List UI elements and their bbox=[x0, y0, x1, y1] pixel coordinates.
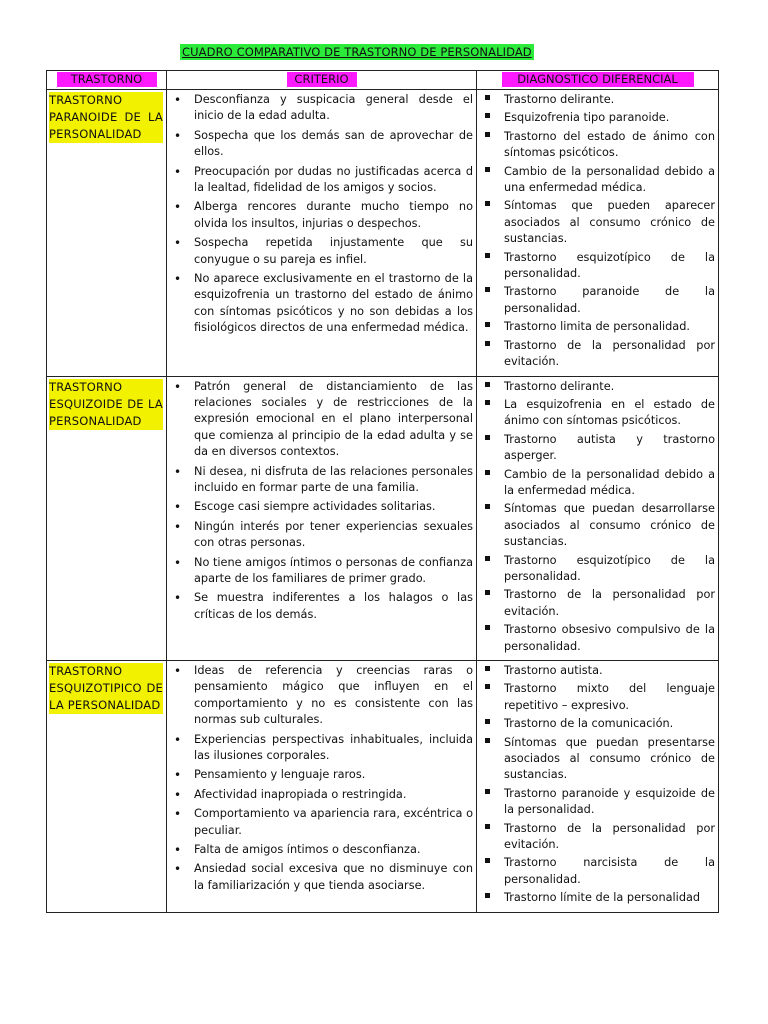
list-item bbox=[480, 284, 715, 317]
criterion-text: Ningún interés por tener experiencias sexuales con otras personas. bbox=[194, 519, 473, 550]
criterion-text: Comportamiento va apariencia rara, excéntrica o peculiar. bbox=[194, 807, 473, 837]
list-item bbox=[480, 681, 715, 714]
criterion-text: Escoge casi siempre actividades solitarias. bbox=[194, 500, 436, 514]
diagnosis-text: Síntomas que puedan desarrollarse asociados al consumo crónico de sustancias. bbox=[504, 502, 715, 549]
criterion-text: Desconfianza y suspicacia general desde el inicio de la edad adulta. bbox=[194, 93, 473, 123]
bullet-dot-icon: • bbox=[174, 862, 182, 877]
bullet-square-icon bbox=[485, 400, 490, 405]
diagnosis-text: Trastorno delirante. bbox=[504, 93, 615, 106]
diagnosis-list bbox=[480, 379, 715, 656]
diagnosis-text: Trastorno de la comunicación. bbox=[504, 717, 674, 731]
diagnosis-text: Síntomas que pueden aparecer asociados al consumo crónico de sustancias. bbox=[504, 199, 715, 246]
criteria-cell bbox=[167, 661, 477, 913]
criterion-text: Se muestra indiferentes a los halagos o las críticas de los demás. bbox=[194, 591, 473, 621]
bullet-square-icon bbox=[485, 504, 490, 509]
criterion-text: Afectividad inapropiada o restringida. bbox=[194, 787, 407, 801]
list-item bbox=[170, 379, 473, 461]
bullet-dot-icon: • bbox=[174, 555, 182, 570]
list-item bbox=[170, 806, 473, 839]
diagnosis-text: Cambio de la personalidad debido a una enfermedad médica. bbox=[504, 164, 715, 195]
criteria-list bbox=[170, 379, 473, 624]
bullet-square-icon bbox=[485, 789, 490, 794]
bullet-dot-icon: • bbox=[174, 379, 182, 394]
bullet-dot-icon: • bbox=[174, 591, 182, 606]
diagnosis-text: Trastorno esquizotípico de la personalidad. bbox=[504, 553, 715, 583]
list-item bbox=[480, 198, 715, 247]
list-item bbox=[170, 555, 473, 588]
criterion-text: Ideas de referencia y creencias raras o pensamiento mágico que influyen en el comportamiento y no es consistente con las normas sub culturales. bbox=[194, 664, 473, 727]
comparison-table bbox=[46, 70, 719, 913]
table-row bbox=[47, 376, 719, 661]
bullet-square-icon bbox=[485, 95, 490, 100]
disorder-name: TRASTORNO PARANOIDE DE LA PERSONALIDAD bbox=[49, 93, 163, 141]
bullet-dot-icon: • bbox=[174, 236, 182, 251]
diagnosis-text: Trastorno límite de la personalidad bbox=[504, 891, 701, 905]
bullet-dot-icon: • bbox=[174, 272, 182, 287]
bullet-square-icon bbox=[485, 684, 490, 689]
criterion-text: Alberga rencores durante mucho tiempo no olvida los insultos, injurias o despechos. bbox=[194, 200, 473, 230]
table-row bbox=[47, 661, 719, 913]
diagnosis-cell bbox=[477, 661, 719, 913]
diagnosis-text: Trastorno narcisista de la personalidad. bbox=[504, 856, 715, 886]
list-item bbox=[480, 250, 715, 283]
bullet-dot-icon: • bbox=[174, 200, 182, 215]
list-item bbox=[480, 735, 715, 784]
criteria-list bbox=[170, 92, 473, 337]
list-item bbox=[480, 622, 715, 655]
bullet-dot-icon: • bbox=[174, 807, 182, 822]
list-item bbox=[170, 164, 473, 197]
list-item bbox=[170, 519, 473, 552]
bullet-square-icon bbox=[485, 470, 490, 475]
criterion-text: Patrón general de distanciamiento de las relaciones sociales y de restricciones de la expresión emocional en el plano interpersonal que comienza al principio de la edad adulta y se da en diversos contextos. bbox=[194, 379, 473, 459]
header-trastorno: TRASTORNO bbox=[47, 71, 167, 90]
criterion-text: No tiene amigos íntimos o personas de confianza aparte de los familiares de primer grado. bbox=[194, 555, 473, 585]
bullet-square-icon bbox=[485, 322, 490, 327]
bullet-dot-icon: • bbox=[174, 93, 182, 107]
document-title: CUADRO COMPARATIVO DE TRASTORNO DE PERSONALIDAD bbox=[182, 45, 532, 59]
bullet-square-icon bbox=[485, 382, 490, 387]
bullet-square-icon bbox=[485, 893, 490, 898]
list-item bbox=[480, 553, 715, 586]
table-row bbox=[47, 90, 719, 377]
bullet-square-icon bbox=[485, 435, 490, 440]
list-item bbox=[170, 499, 473, 515]
list-item bbox=[480, 319, 715, 335]
list-item bbox=[170, 732, 473, 765]
list-item bbox=[170, 199, 473, 232]
criterion-text: Pensamiento y lenguaje raros. bbox=[194, 768, 366, 782]
header-row bbox=[47, 71, 719, 90]
criterion-text: Ansiedad social excesiva que no disminuye con la familiarización y que tienda asociarse. bbox=[194, 862, 473, 892]
bullet-square-icon bbox=[485, 132, 490, 137]
diagnosis-text: Trastorno limita de personalidad. bbox=[504, 320, 690, 334]
bullet-square-icon bbox=[485, 253, 490, 258]
diagnosis-text: Trastorno del estado de ánimo con síntomas psicóticos. bbox=[504, 129, 715, 160]
bullet-square-icon bbox=[485, 341, 490, 346]
bullet-dot-icon: • bbox=[174, 164, 182, 179]
criteria-cell bbox=[167, 90, 477, 377]
criterion-text: Preocupación por dudas no justificadas acerca d la lealtad, fidelidad de los amigos y socios. bbox=[194, 164, 473, 195]
bullet-dot-icon: • bbox=[174, 787, 182, 802]
diagnosis-text: Síntomas que puedan presentarse asociados al consumo crónico de sustancias. bbox=[504, 735, 715, 782]
diagnosis-text: Trastorno mixto del lenguaje repetitivo – expresivo. bbox=[504, 682, 715, 712]
list-item bbox=[480, 92, 715, 108]
list-item bbox=[480, 821, 715, 854]
list-item bbox=[480, 716, 715, 732]
list-item bbox=[170, 842, 473, 858]
diagnosis-text: La esquizofrenia en el estado de ánimo con síntomas psicóticos. bbox=[504, 397, 715, 428]
disorder-name-cell bbox=[47, 661, 167, 913]
header-diagnostico: DIAGNOSTICO DIFERENCIAL bbox=[477, 71, 719, 90]
bullet-square-icon bbox=[485, 287, 490, 292]
list-item bbox=[480, 379, 715, 395]
criterion-text: Ni desea, ni disfruta de las relaciones personales incluido en formar parte de una familia. bbox=[194, 464, 473, 494]
list-item bbox=[480, 110, 715, 126]
list-item bbox=[170, 128, 473, 161]
list-item bbox=[170, 590, 473, 623]
list-item bbox=[170, 271, 473, 337]
diagnosis-text: Trastorno esquizotípico de la personalidad. bbox=[504, 250, 715, 281]
list-item bbox=[170, 92, 473, 125]
criteria-list bbox=[170, 663, 473, 894]
list-item bbox=[480, 890, 715, 906]
list-item bbox=[480, 501, 715, 550]
disorder-name: TRASTORNO ESQUIZOIDE DE LA PERSONALIDAD bbox=[49, 379, 163, 428]
diagnosis-text: Cambio de la personalidad debido a la enfermedad médica. bbox=[504, 467, 715, 497]
disorder-name-cell bbox=[47, 376, 167, 661]
diagnosis-list bbox=[480, 663, 715, 907]
bullet-square-icon bbox=[485, 167, 490, 172]
list-item bbox=[170, 767, 473, 783]
diagnosis-cell bbox=[477, 376, 719, 661]
criterion-text: No aparece exclusivamente en el trastorno de la esquizofrenia un trastorno del estado de ánimo con síntomas psicóticos y no son debidas a los fisiológicos directos de una enfermedad médica. bbox=[194, 272, 473, 335]
bullet-dot-icon: • bbox=[174, 664, 182, 678]
bullet-square-icon bbox=[485, 113, 490, 118]
list-item bbox=[480, 338, 715, 371]
diagnosis-text: Trastorno obsesivo compulsivo de la personalidad. bbox=[504, 623, 715, 653]
bullet-dot-icon: • bbox=[174, 732, 182, 747]
bullet-square-icon bbox=[485, 201, 490, 206]
criterion-text: Sospecha repetida injustamente que su conyugue o su pareja es infiel. bbox=[194, 236, 473, 266]
bullet-square-icon bbox=[485, 824, 490, 829]
diagnosis-text: Trastorno paranoide de la personalidad. bbox=[504, 285, 715, 315]
list-item bbox=[480, 663, 715, 679]
disorder-name: TRASTORNO ESQUIZOTIPICO DE LA PERSONALIDAD bbox=[49, 664, 163, 712]
bullet-square-icon bbox=[485, 719, 490, 724]
criteria-cell bbox=[167, 376, 477, 661]
list-item bbox=[480, 432, 715, 465]
diagnosis-text: Esquizofrenia tipo paranoide. bbox=[504, 111, 670, 125]
list-item bbox=[170, 235, 473, 268]
diagnosis-text: Trastorno delirante. bbox=[504, 379, 615, 393]
bullet-dot-icon: • bbox=[174, 464, 182, 479]
list-item bbox=[480, 397, 715, 430]
bullet-square-icon bbox=[485, 556, 490, 561]
list-item bbox=[170, 663, 473, 729]
bullet-dot-icon: • bbox=[174, 843, 182, 858]
list-item bbox=[480, 129, 715, 162]
diagnosis-text: Trastorno paranoide y esquizoide de la personalidad. bbox=[504, 786, 715, 817]
list-item bbox=[480, 164, 715, 197]
bullet-square-icon bbox=[485, 738, 490, 743]
header-criterio: CRITERIO bbox=[167, 71, 477, 90]
diagnosis-text: Trastorno de la personalidad por evitación. bbox=[504, 588, 715, 618]
criterion-text: Experiencias perspectivas inhabituales, incluida las ilusiones corporales. bbox=[194, 732, 473, 763]
bullet-dot-icon: • bbox=[174, 768, 182, 783]
list-item bbox=[170, 787, 473, 803]
diagnosis-text: Trastorno de la personalidad por evitación. bbox=[504, 338, 715, 369]
bullet-dot-icon: • bbox=[174, 128, 182, 143]
list-item bbox=[170, 861, 473, 894]
list-item bbox=[480, 467, 715, 500]
diagnosis-text: Trastorno autista y trastorno asperger. bbox=[504, 432, 715, 463]
bullet-dot-icon: • bbox=[174, 500, 182, 515]
criterion-text: Falta de amigos íntimos o desconfianza. bbox=[194, 843, 421, 857]
list-item bbox=[170, 464, 473, 497]
diagnosis-list bbox=[480, 92, 715, 371]
list-item bbox=[480, 855, 715, 888]
bullet-dot-icon: • bbox=[174, 519, 182, 534]
list-item bbox=[480, 587, 715, 620]
disorder-name-cell bbox=[47, 90, 167, 377]
diagnosis-text: Trastorno de la personalidad por evitación. bbox=[504, 821, 715, 852]
bullet-square-icon bbox=[485, 666, 490, 671]
bullet-square-icon bbox=[485, 858, 490, 863]
criterion-text: Sospecha que los demás san de aprovechar de ellos. bbox=[194, 128, 473, 159]
diagnosis-text: Trastorno autista. bbox=[504, 664, 603, 677]
list-item bbox=[480, 786, 715, 819]
bullet-square-icon bbox=[485, 625, 490, 630]
bullet-square-icon bbox=[485, 590, 490, 595]
diagnosis-cell bbox=[477, 90, 719, 377]
